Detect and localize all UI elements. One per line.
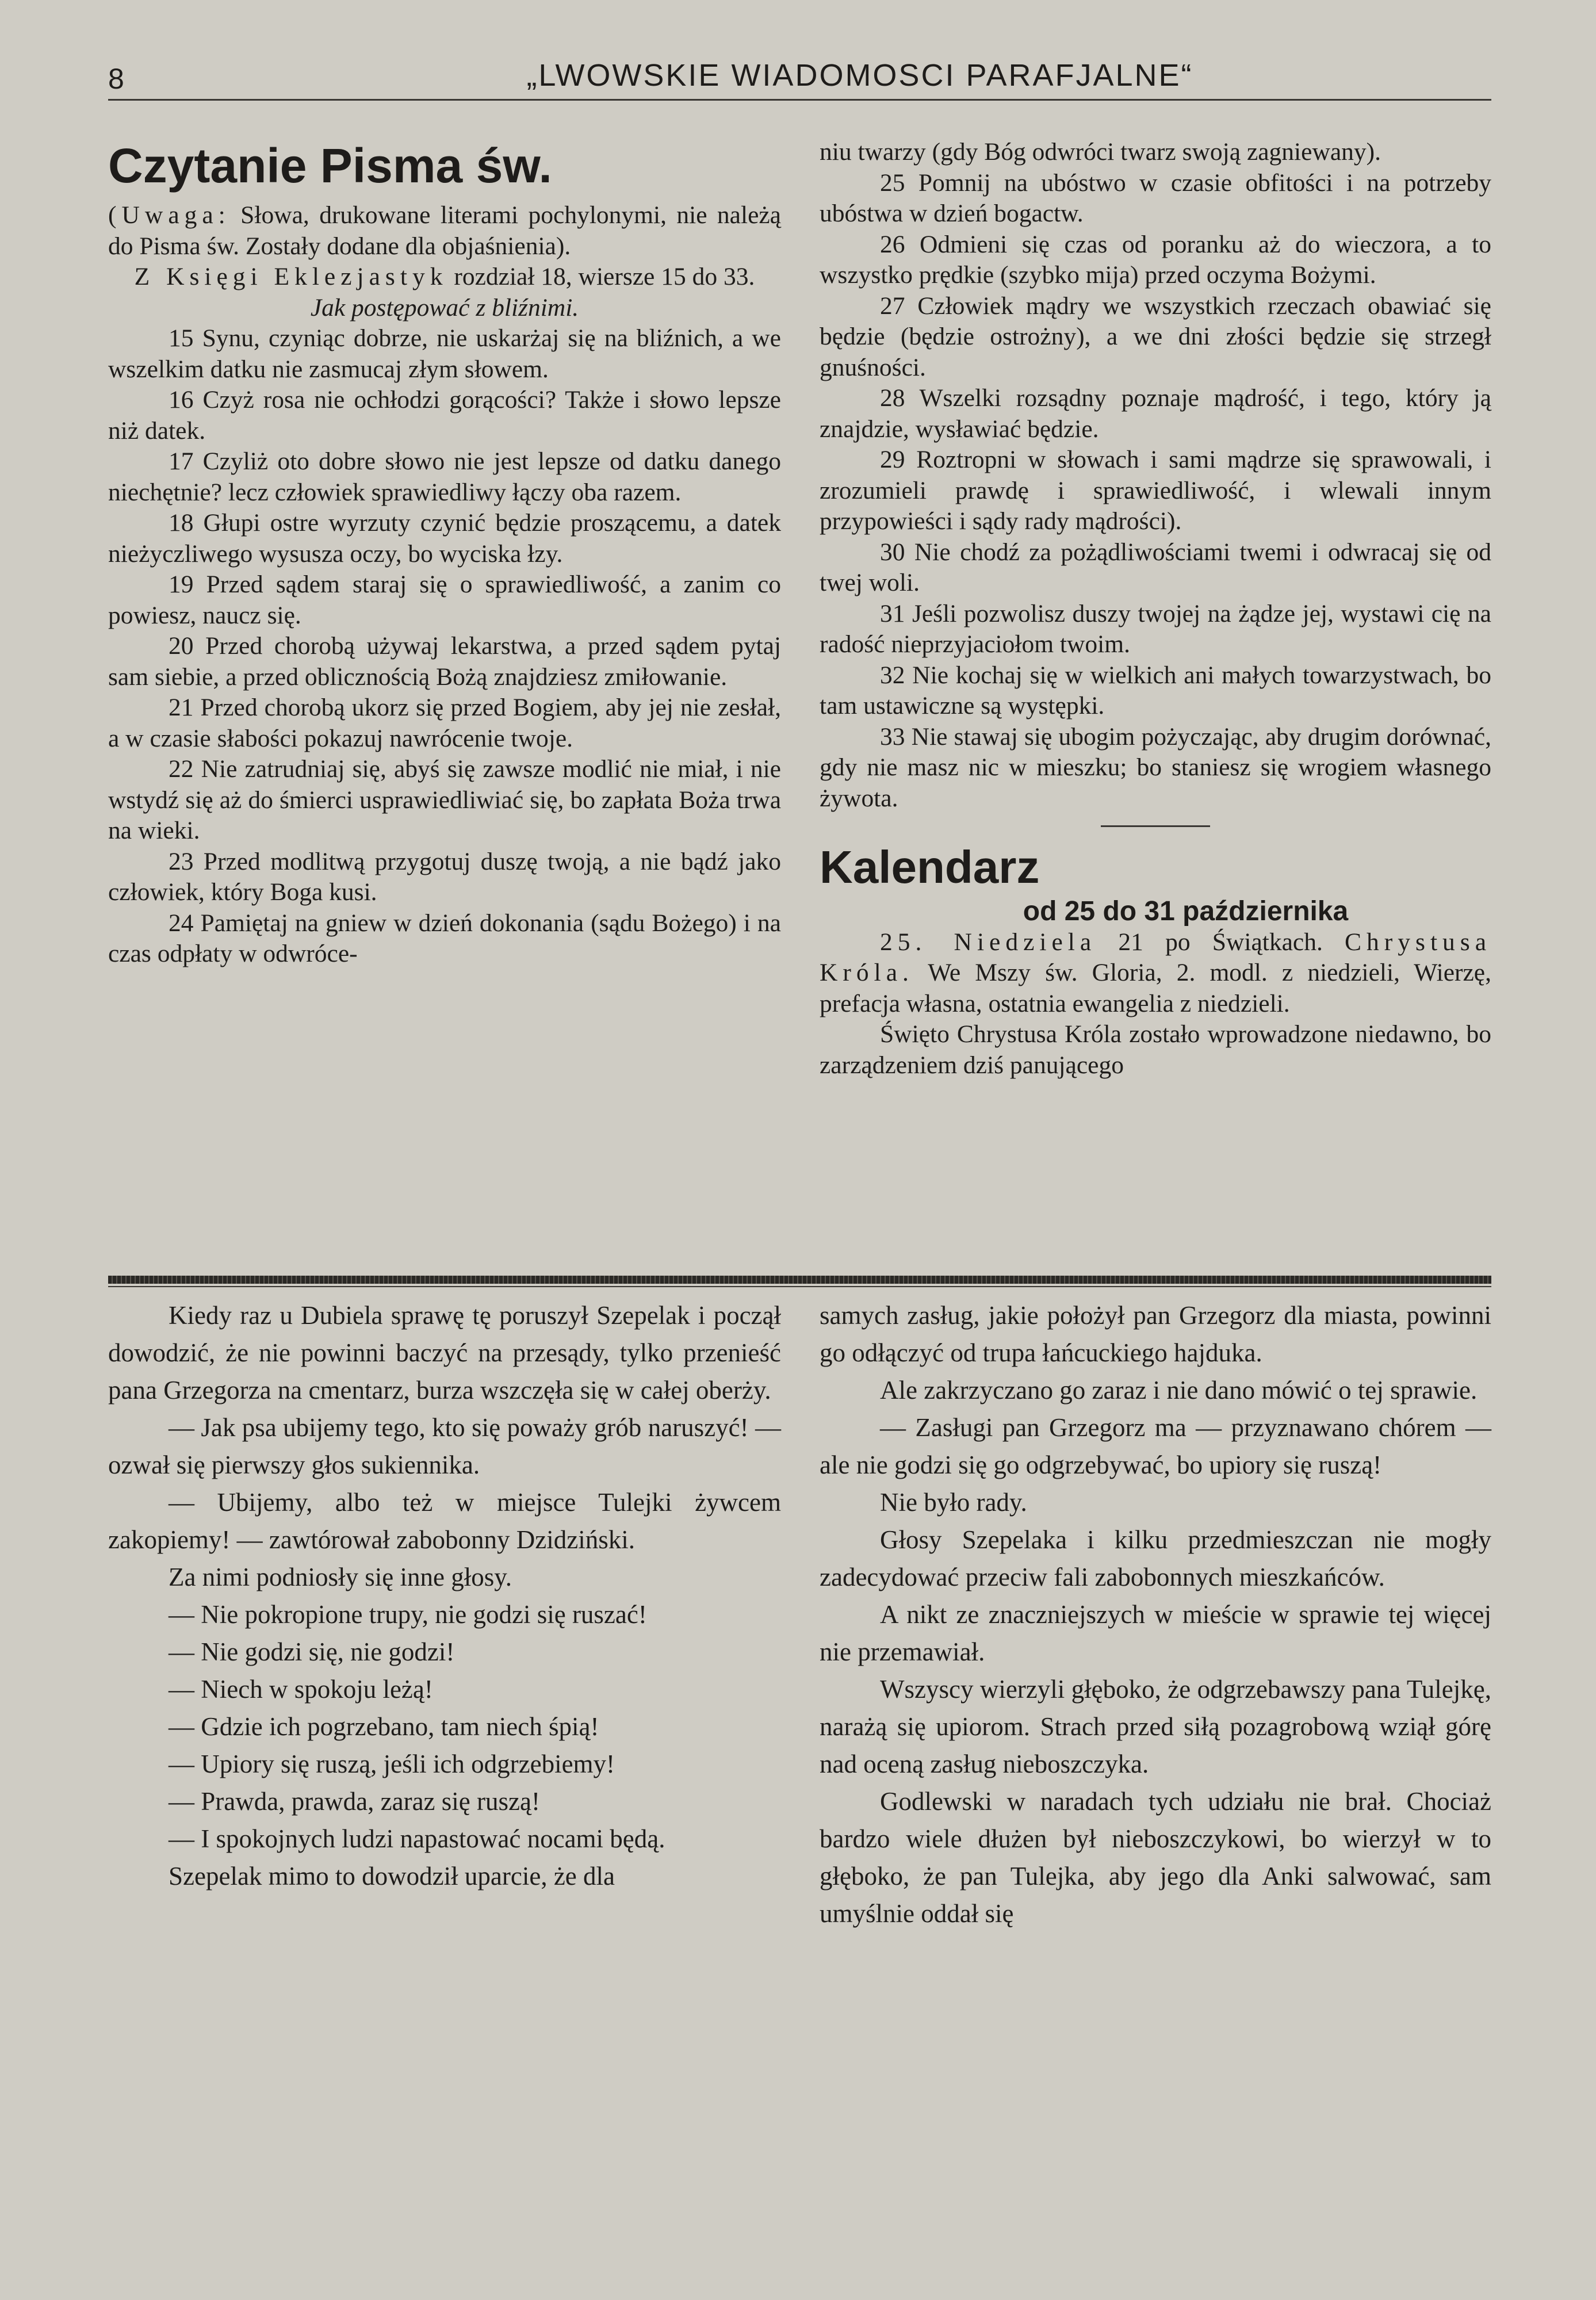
verse-continuation: niu twarzy (gdy Bóg odwróci twarz swoją zagniewany). xyxy=(820,138,1381,166)
section-band-rule xyxy=(108,1276,1491,1284)
verse: 15 Synu, czyniąc dobrze, nie uskarżaj się na bliźnich, a we wszelkim datku nie zasmucaj złym słowem. xyxy=(108,324,781,383)
story-paragraph: — Nie godzi się, nie godzi! xyxy=(169,1637,455,1666)
verse: 24 Pamiętaj na gniew w dzień dokonania (sądu Bożego) i na czas odpłaty w odwróce- xyxy=(108,909,781,967)
section-thin-rule xyxy=(108,1286,1491,1287)
story-paragraph: Głosy Szepelaka i kilku przedmieszczan nie mogły zadecydować przeciw fali zabobonnych mieszkańców. xyxy=(820,1525,1491,1591)
verse: 18 Głupi ostre wyrzuty czynić będzie proszącemu, a datek nieżyczliwego wysusza oczy, bo wyciska łzy. xyxy=(108,509,781,568)
verse: 22 Nie zatrudniaj się, abyś się zawsze modlić nie miał, i nie wstydź się aż do śmierci usprawiedliwiać się, bo zapłata Boża trwa na wieki. xyxy=(108,755,781,844)
source-book: Z Księgi Eklezjastyk xyxy=(134,263,448,290)
calendar-liturgy: We Mszy św. Gloria, 2. modl. z niedzieli, Wierzę, prefacja własna, ostatnia ewangelia z niedzieli. xyxy=(820,959,1491,1017)
story-paragraph: A nikt ze znaczniejszych w mieście w sprawie tej więcej nie przemawiał. xyxy=(820,1600,1491,1666)
verse: 17 Czyliż oto dobre słowo nie jest lepsze od datku danego niechętnie? lecz człowiek sprawiedliwy łączy oba razem. xyxy=(108,447,781,506)
editorial-note xyxy=(108,200,781,262)
scripture-column-right xyxy=(820,137,1491,1081)
source-line xyxy=(108,262,781,293)
page-number: 8 xyxy=(108,63,124,95)
story-paragraph: Za nimi podniosły się inne głosy. xyxy=(169,1563,512,1591)
calendar-feast: Chrystusa Króla. xyxy=(820,928,1492,986)
calendar-title: Kalendarz xyxy=(820,841,1040,893)
verse: 16 Czyż rosa nie ochłodzi gorącości? Także i słowo lepsze niż datek. xyxy=(108,386,781,445)
story-paragraph: — Zasługi pan Grzegorz ma — przyznawano chórem — ale nie godzi się go odgrzebywać, bo upiory się ruszą! xyxy=(820,1413,1491,1479)
verse: 29 Roztropni w słowach i sami mądrze się sprawowali, i zrozumieli prawdę i sprawiedliwość, i wlewali innym przypowieści i sądy rady mądrości). xyxy=(820,446,1491,535)
verse: 33 Nie stawaj się ubogim pożyczając, aby drugim dorównać, gdy nie masz nic w mieszku; bo staniesz się wrogiem własnego żywota. xyxy=(820,722,1491,812)
verse: 19 Przed sądem staraj się o sprawiedliwość, a zanim co powiesz, naucz się. xyxy=(108,571,781,629)
calendar-entry xyxy=(820,927,1491,1020)
story-paragraph: — Upiory się ruszą, jeśli ich odgrzebiemy! xyxy=(169,1750,615,1778)
story-continuation: samych zasług, jakie położył pan Grzegorz dla miasta, powinni go odłączyć od trupa łańcuckiego hajduka. xyxy=(820,1301,1491,1367)
verse: 31 Jeśli pozwolisz duszy twojej na żądze jej, wystawi cię na radość nieprzyjaciołom twoim. xyxy=(820,599,1491,658)
verse: 27 Człowiek mądry we wszystkich rzeczach obawiać się będzie (będzie ostrożny), a we dni złości będzie się strzegł gnuśności. xyxy=(820,292,1491,381)
section-divider xyxy=(1101,825,1210,827)
running-title: „LWOWSKIE WIADOMOSCI PARAFJALNE“ xyxy=(526,58,1193,93)
story-paragraph: Wszyscy wierzyli głęboko, że odgrzebawszy pana Tulejkę, narażą się upiorom. Strach przed siłą pozagrobową wziął górę nad oceną zasług nieboszczyka. xyxy=(820,1675,1491,1778)
story-paragraph: Godlewski w naradach tych udziału nie brał. Chociaż bardzo wiele dłużen był nieboszczykowi, bo wierzył w to głęboko, że pan Tulejka, aby jego dla Anki salwować, sam umyślnie oddał się xyxy=(820,1787,1491,1928)
story-paragraph: Szepelak mimo to dowodził uparcie, że dla xyxy=(169,1862,615,1890)
verse: 25 Pomnij na ubóstwo w czasie obfitości i na potrzeby ubóstwa w dzień bogactw. xyxy=(820,169,1491,227)
note-text: Słowa, drukowane literami pochylonymi, nie należą do Pisma św. Zostały dodane dla objaśnienia). xyxy=(108,201,781,260)
note-lead: (Uwaga: xyxy=(108,201,231,229)
story-paragraph: — Ubijemy, albo też w miejsce Tulejki żywcem zakopiemy! — zawtórował zabobonny Dzidziński. xyxy=(108,1488,781,1554)
verse: 20 Przed chorobą używaj lekarstwa, a przed sądem pytaj sam siebie, a przed oblicznością Bożą znajdziesz zmiłowanie. xyxy=(108,632,781,691)
verse: 32 Nie kochaj się w wielkich ani małych towarzystwach, bo tam ustawiczne są występki. xyxy=(820,661,1491,720)
verse: 23 Przed modlitwą przygotuj duszę twoją, a nie bądź jako człowiek, który Boga kusi. xyxy=(108,847,781,906)
verse: 30 Nie chodź za pożądliwościami twemi i odwracaj się od twej woli. xyxy=(820,538,1491,596)
story-paragraph: — Nie pokropione trupy, nie godzi się ruszać! xyxy=(169,1600,647,1629)
story-paragraph: — I spokojnych ludzi napastować nocami będą. xyxy=(169,1824,665,1853)
verse: 28 Wszelki rozsądny poznaje mądrość, i tego, który ją znajdzie, wysławiać będzie. xyxy=(820,384,1491,443)
scripture-column-left xyxy=(108,137,781,970)
calendar-paragraph: Święto Chrystusa Króla zostało wprowadzone niedawno, bo zarządzeniem dziś panującego xyxy=(820,1020,1491,1079)
story-paragraph: — Niech w spokoju leżą! xyxy=(169,1675,433,1704)
story-paragraph: — Jak psa ubijemy tego, kto się poważy grób naruszyć! — ozwał się pierwszy głos sukiennika. xyxy=(108,1413,781,1479)
verse: 21 Przed chorobą ukorz się przed Bogiem, aby jej nie zesłał, a w czasie słabości pokazuj nawrócenie twoje. xyxy=(108,694,781,752)
story-column-right xyxy=(820,1297,1491,1932)
story-paragraph: Kiedy raz u Dubiela sprawę tę poruszył Szepelak i począł dowodzić, że nie powinni baczyć na przesądy, tylko przenieść pana Grzegorza na cmentarz, burza wszczęła się w całej oberży. xyxy=(108,1301,781,1405)
article-title: Czytanie Pisma św. xyxy=(108,139,552,193)
calendar-sunday: 21 po Świątkach. xyxy=(1118,928,1323,956)
story-column-left xyxy=(108,1297,781,1895)
header-rule xyxy=(108,99,1491,101)
story-paragraph: Nie było rady. xyxy=(880,1488,1027,1517)
story-paragraph: — Prawda, prawda, zaraz się ruszą! xyxy=(169,1787,540,1816)
verse: 26 Odmieni się czas od poranku aż do wieczora, a to wszystko prędkie (szybko mija) przed oczyma Bożymi. xyxy=(820,230,1491,289)
story-paragraph: — Gdzie ich pogrzebano, tam niech śpią! xyxy=(169,1712,599,1741)
calendar-subtitle: od 25 do 31 października xyxy=(1023,896,1349,927)
story-paragraph: Ale zakrzyczano go zaraz i nie dano mówić o tej sprawie. xyxy=(880,1376,1478,1405)
calendar-day: 25. Niedziela xyxy=(880,928,1097,956)
scripture-subtitle: Jak postępować z bliźnimi. xyxy=(310,293,579,322)
source-range: rozdział 18, wiersze 15 do 33. xyxy=(454,263,755,290)
